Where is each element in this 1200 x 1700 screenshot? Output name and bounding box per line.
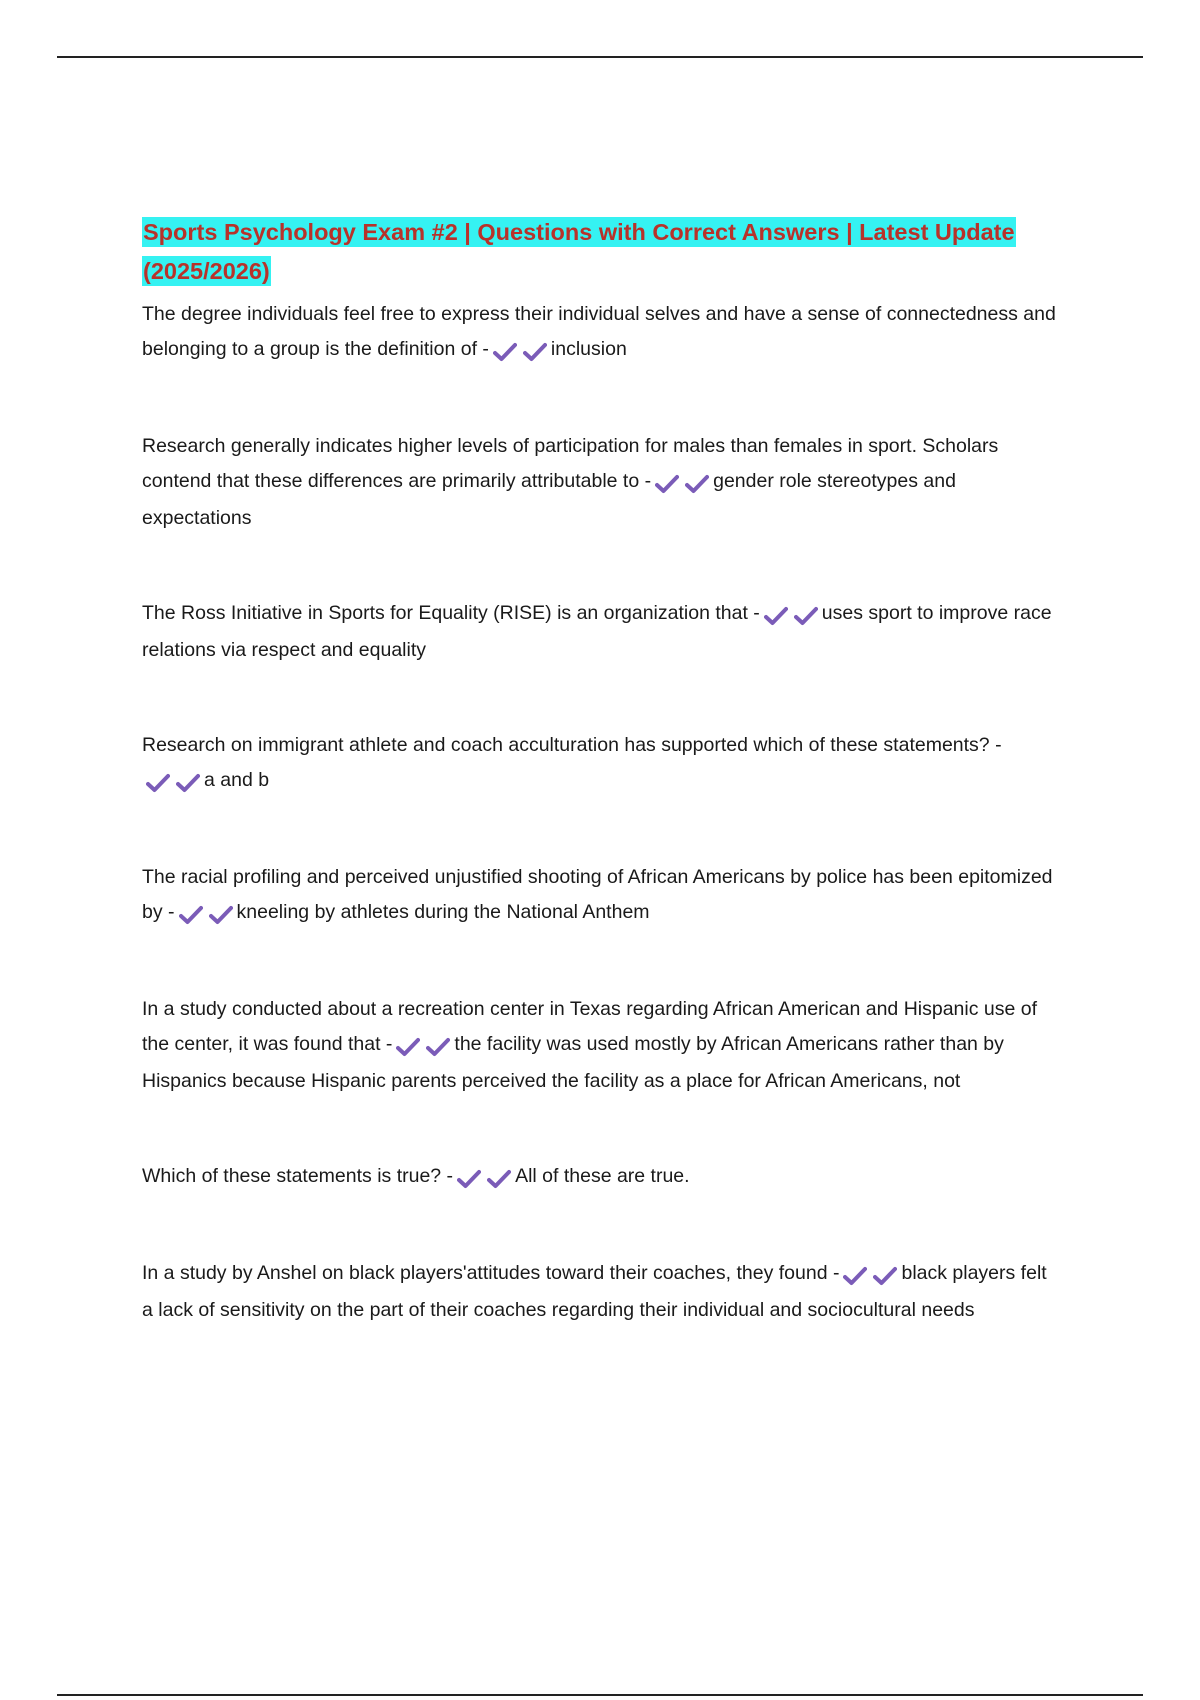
double-check-icon <box>179 897 233 932</box>
question-text: Research on immigrant athlete and coach acculturation has supported which of these statements? - <box>142 734 1002 756</box>
question-text: The racial profiling and perceived unjustified shooting of African Americans by police has been epitomized by - <box>142 866 1053 923</box>
check-icon <box>146 773 170 793</box>
check-icon <box>209 905 233 925</box>
check-icon <box>794 606 818 626</box>
double-check-icon <box>146 765 200 800</box>
question-text: In a study conducted about a recreation center in Texas regarding African American and Hispanic use of the center, it was found that - <box>142 998 1038 1055</box>
check-icon <box>396 1037 420 1057</box>
answer-text: kneeling by athletes during the National Anthem <box>236 901 650 923</box>
question-text: In a study by Anshel on black players'attitudes toward their coaches, they found - <box>142 1262 840 1284</box>
check-icon <box>487 1169 511 1189</box>
question-text: The Ross Initiative in Sports for Equality (RISE) is an organization that - <box>142 602 760 624</box>
check-icon <box>493 342 517 362</box>
check-icon <box>426 1037 450 1057</box>
answer-text: black players felt a lack of sensitivity on the part of their coaches regarding their individual and sociocultural needs <box>142 1262 1047 1321</box>
double-check-icon <box>457 1161 511 1196</box>
question-text: The degree individuals feel free to express their individual selves and have a sense of connectedness and belonging to a group is the definition of - <box>142 303 1056 360</box>
check-icon <box>176 773 200 793</box>
check-icon <box>685 474 709 494</box>
answer-text: a and b <box>204 769 270 791</box>
answer-text: the facility was used mostly by African Americans rather than by Hispanics because Hispanic parents perceived the facility as a place for African Americans, not <box>142 1033 1004 1092</box>
page-title <box>142 213 1062 291</box>
check-icon <box>843 1266 867 1286</box>
double-check-icon <box>764 598 818 633</box>
page-title-text: Sports Psychology Exam #2 | Questions with Correct Answers | Latest Update (2025/2026) <box>143 219 1015 284</box>
qa-item <box>142 429 1062 536</box>
answer-text: inclusion <box>550 338 627 360</box>
qa-item <box>142 992 1062 1099</box>
check-icon <box>873 1266 897 1286</box>
qa-item <box>142 728 1062 800</box>
answer-text: gender role stereotypes and expectations <box>142 470 956 529</box>
qa-item <box>142 596 1062 668</box>
check-icon <box>457 1169 481 1189</box>
answer-text: All of these are true. <box>515 1165 690 1187</box>
question-text: Research generally indicates higher levels of participation for males than females in sport. Scholars contend that these differences are primarily attributable to - <box>142 435 999 492</box>
check-icon <box>764 606 788 626</box>
double-check-icon <box>655 466 709 501</box>
check-icon <box>179 905 203 925</box>
qa-item <box>142 297 1062 369</box>
double-check-icon <box>396 1029 450 1064</box>
qa-item <box>142 1256 1062 1328</box>
document-body <box>142 213 1062 1328</box>
top-rule <box>57 56 1143 58</box>
double-check-icon <box>843 1258 897 1293</box>
qa-item <box>142 860 1062 932</box>
check-icon <box>655 474 679 494</box>
qa-item <box>142 1159 1062 1196</box>
question-text: Which of these statements is true? - <box>142 1165 454 1187</box>
check-icon <box>523 342 547 362</box>
double-check-icon <box>493 334 547 369</box>
bottom-rule <box>57 1694 1143 1696</box>
answer-text: uses sport to improve race relations via respect and equality <box>142 602 1052 661</box>
